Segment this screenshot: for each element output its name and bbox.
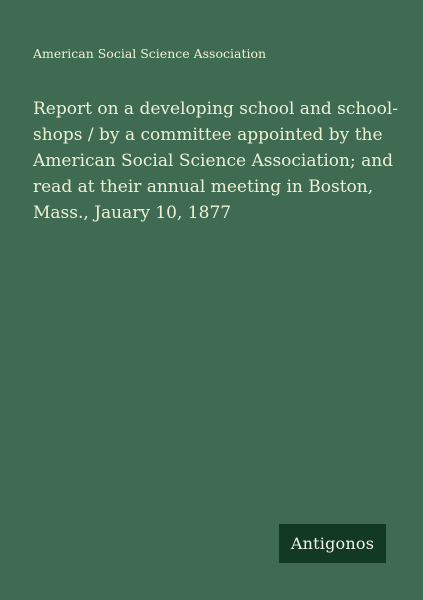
book-title: Report on a developing school and school-shops / by a committee appointed by the American Social Science Association; and read at their annual meeting in Boston, Mass., Jauary 10, 1877 (33, 99, 399, 223)
author-name: American Social Science Association (33, 46, 267, 61)
publisher-name: Antigonos (290, 534, 375, 553)
publisher-badge (279, 524, 386, 563)
